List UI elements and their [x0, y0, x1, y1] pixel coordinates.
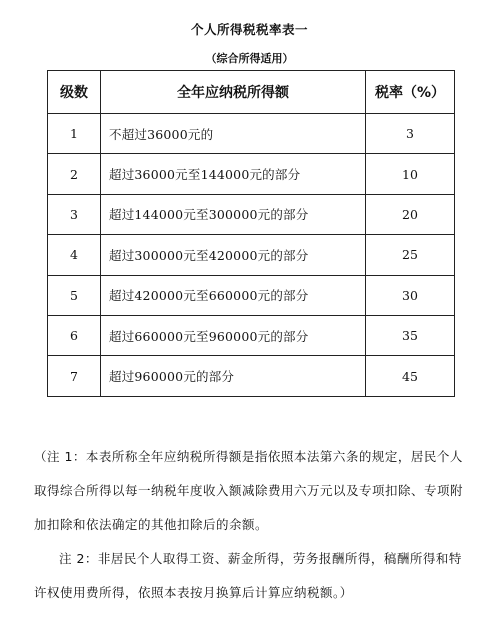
cell-income: 超过660000元至960000元的部分 [101, 315, 366, 355]
cell-level: 5 [48, 275, 101, 315]
cell-rate: 25 [366, 235, 455, 275]
table-row [48, 154, 455, 194]
table-row [48, 315, 455, 355]
cell-rate: 30 [366, 275, 455, 315]
cell-income: 不超过36000元的 [101, 114, 366, 154]
cell-rate: 3 [366, 114, 455, 154]
notes-section [34, 440, 474, 610]
table-row [48, 356, 455, 396]
note-1: （注 1：本表所称全年应纳税所得额是指依照本法第六条的规定，居民个人取得综合所得以每一纳税年度收入额减除费用六万元以及专项扣除、专项附加扣除和依法确定的其他扣除后的余额。 [34, 449, 464, 532]
table-subtitle: （综合所得适用） [205, 52, 294, 65]
cell-level: 2 [48, 154, 101, 194]
cell-income: 超过144000元至300000元的部分 [101, 194, 366, 234]
cell-level: 4 [48, 235, 101, 275]
table-row [48, 275, 455, 315]
tax-rate-table [47, 70, 455, 397]
cell-level: 1 [48, 114, 101, 154]
cell-level: 6 [48, 315, 101, 355]
table-row [48, 194, 455, 234]
cell-rate: 20 [366, 194, 455, 234]
cell-level: 7 [48, 356, 101, 396]
cell-rate: 10 [366, 154, 455, 194]
table-header-row [48, 71, 455, 114]
cell-rate: 35 [366, 315, 455, 355]
header-rate: 税率（%） [366, 71, 455, 114]
cell-income: 超过420000元至660000元的部分 [101, 275, 366, 315]
cell-level: 3 [48, 194, 101, 234]
table-row [48, 114, 455, 154]
header-income: 全年应纳税所得额 [101, 71, 366, 114]
cell-income: 超过300000元至420000元的部分 [101, 235, 366, 275]
header-level: 级数 [48, 71, 101, 114]
cell-rate: 45 [366, 356, 455, 396]
cell-income: 超过960000元的部分 [101, 356, 366, 396]
note-2: 注 2：非居民个人取得工资、薪金所得，劳务报酬所得，稿酬所得和特许权使用费所得，依照本表按月换算后计算应纳税额。） [34, 551, 462, 600]
cell-income: 超过36000元至144000元的部分 [101, 154, 366, 194]
table-title: 个人所得税税率表一 [190, 22, 308, 37]
table-row [48, 235, 455, 275]
